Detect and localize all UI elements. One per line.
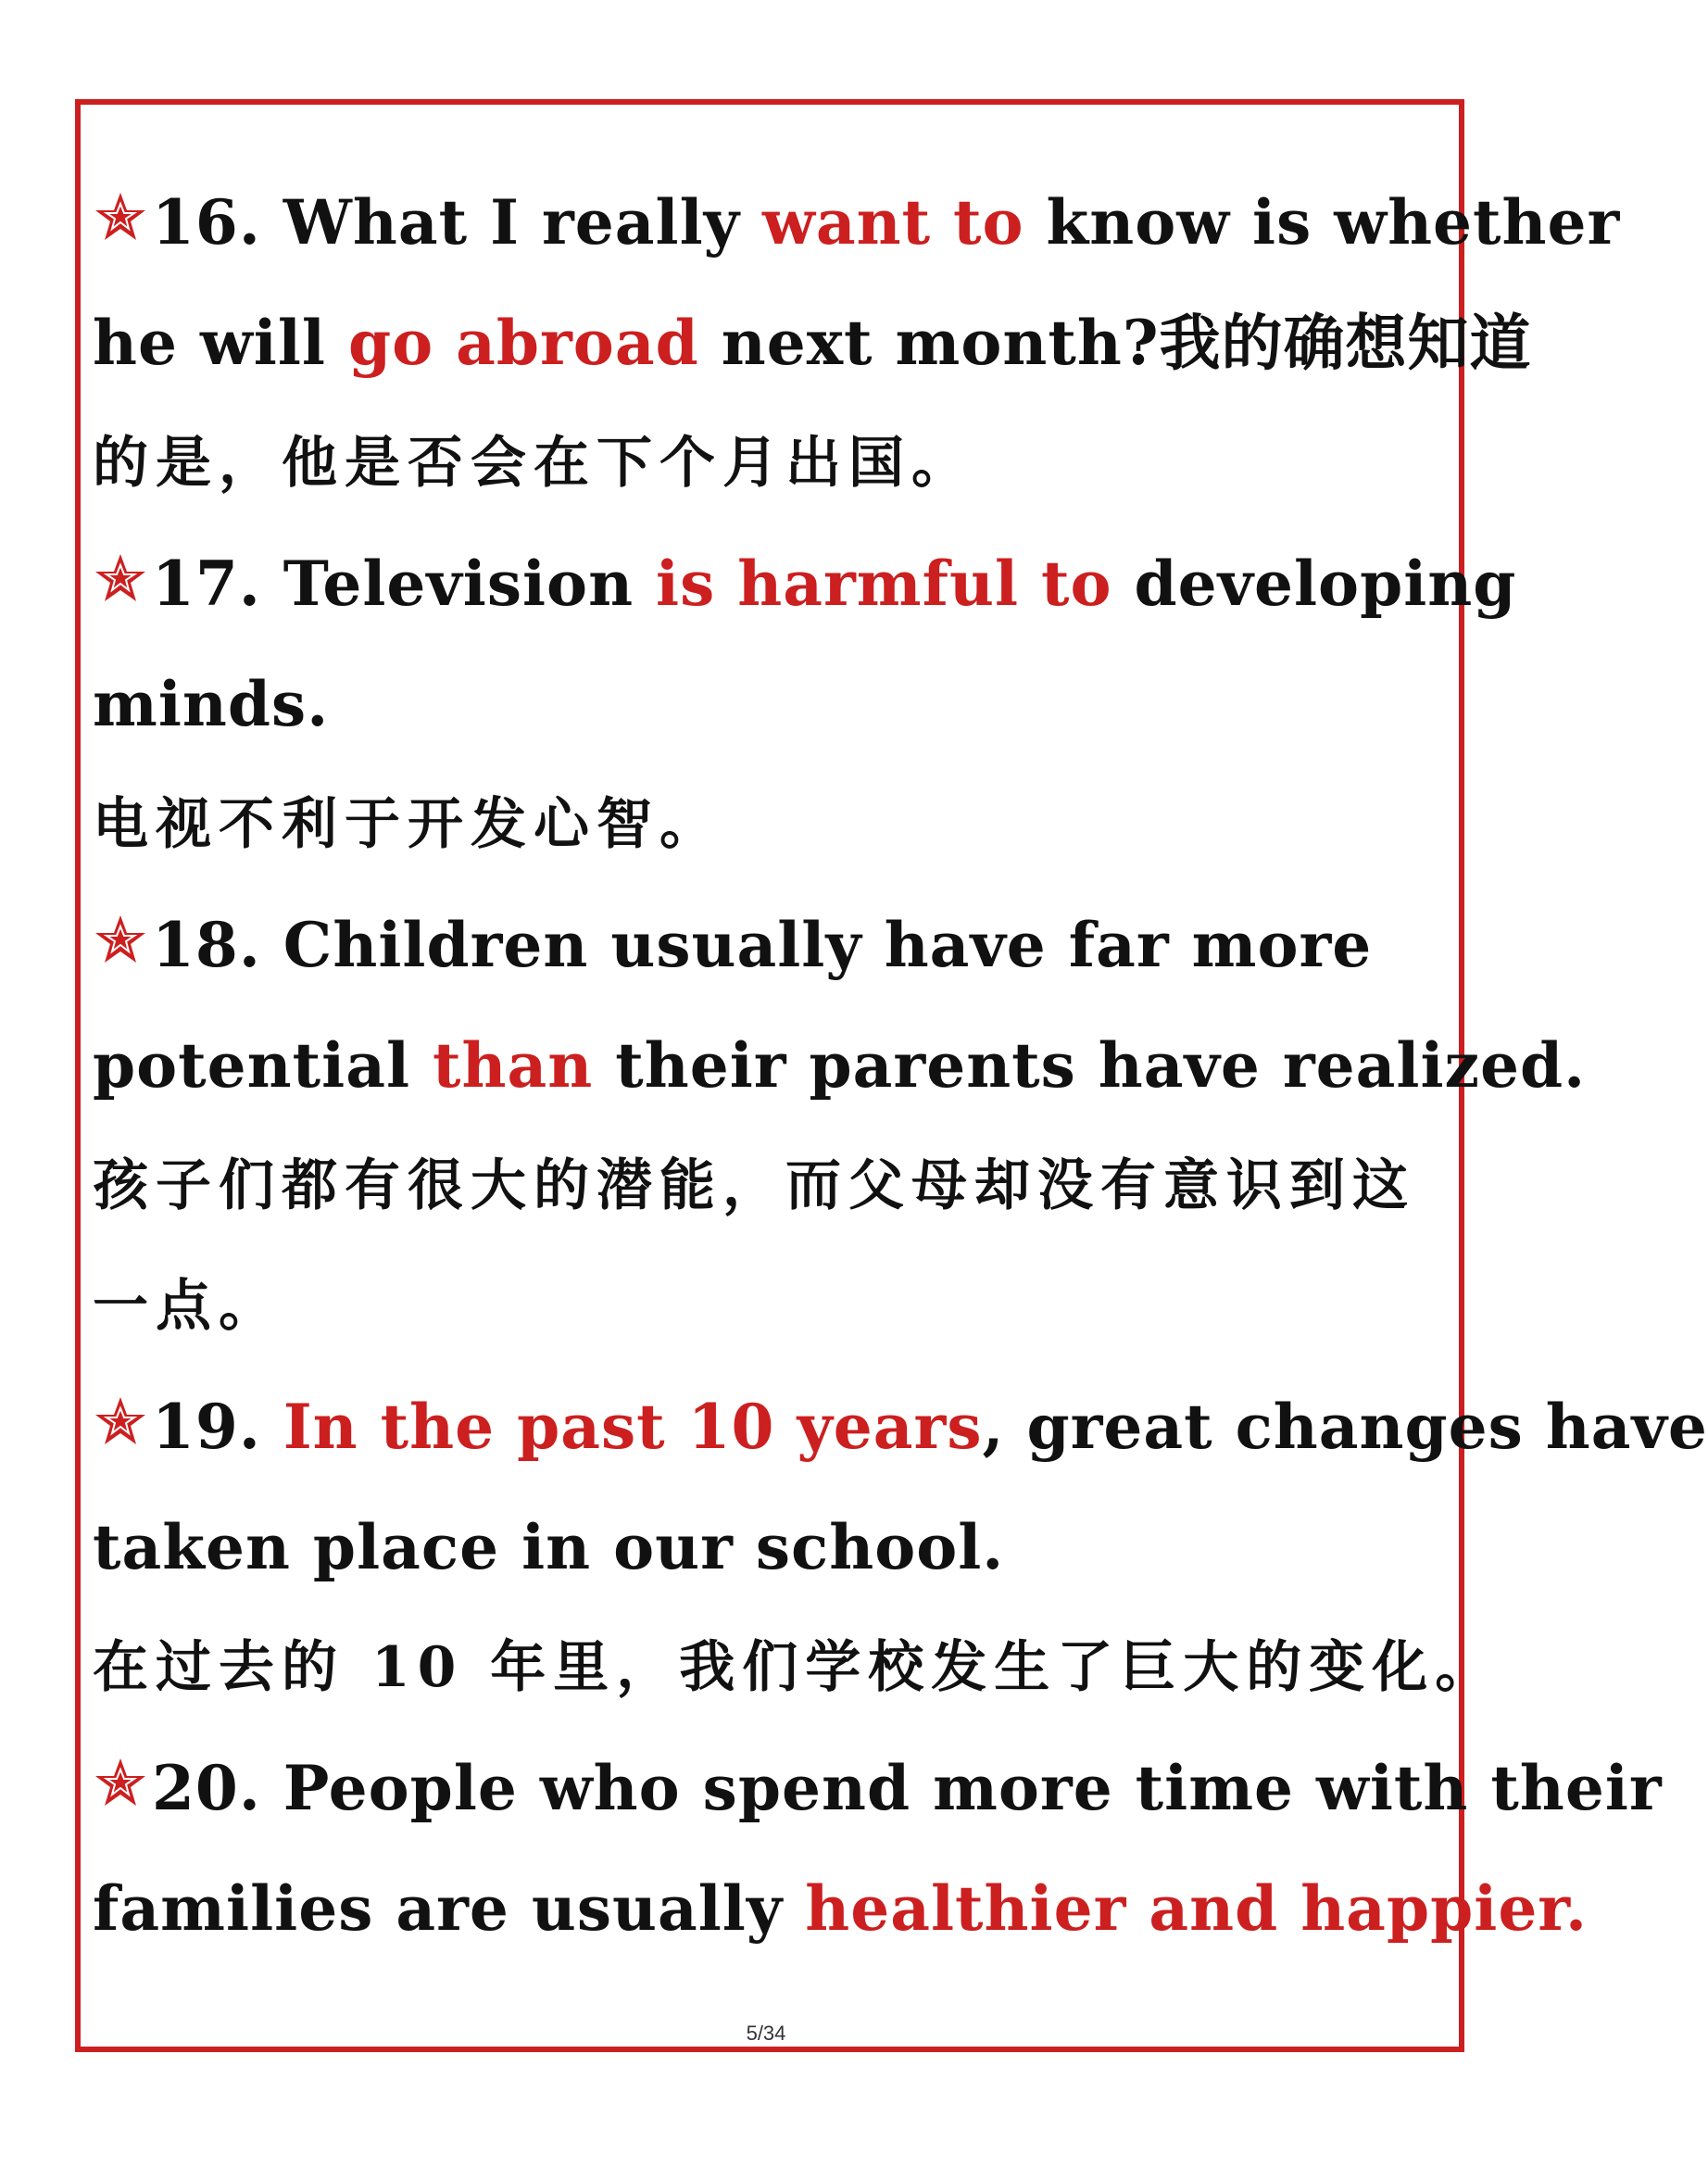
sentence-text: , great changes have <box>982 1391 1708 1463</box>
red-star-icon <box>93 551 148 607</box>
english-line <box>93 1367 1708 1487</box>
sentence-item <box>93 1728 1663 1969</box>
sentence-text: 18. Children usually have far more <box>152 909 1373 981</box>
red-star-icon <box>93 1756 148 1811</box>
sentence-text: developing <box>1111 548 1517 620</box>
english-line <box>93 1728 1663 1848</box>
chinese-translation-line: 在过去的 10 年里，我们学校发生了巨大的变化。 <box>93 1635 1499 1700</box>
red-star-icon <box>93 913 148 968</box>
english-line <box>93 162 1621 283</box>
sentence-item <box>93 1367 1708 1728</box>
sentence-text: their parents have realized. <box>593 1029 1587 1102</box>
english-line <box>93 885 1454 1005</box>
sentence-text: next month?我的确想知道 <box>698 307 1532 379</box>
sentence-text: taken place in our school. <box>93 1511 1005 1583</box>
highlighted-phrase: want to <box>762 186 1024 258</box>
chinese-translation-line: 电视不利于开发心智。 <box>93 792 722 857</box>
page-number: 5/34 <box>746 2022 786 2045</box>
sentence-text: 17. Television <box>152 548 657 620</box>
sentence-item <box>93 523 1517 885</box>
chinese-translation-line: 的是，他是否会在下个月出国。 <box>93 431 974 496</box>
sentence-text: know is whether <box>1024 186 1621 258</box>
sentence-text: 19. <box>152 1391 283 1463</box>
sentence-item <box>93 162 1621 523</box>
english-line <box>93 644 1454 764</box>
sentence-text: 16. What I really <box>152 186 762 258</box>
chinese-translation-line: 一点。 <box>93 1274 282 1339</box>
english-line <box>93 1487 1454 1607</box>
sentence-text: he will <box>93 307 348 379</box>
sentence-item <box>93 885 1587 1367</box>
sentence-text: potential <box>93 1029 433 1102</box>
english-line <box>93 1848 1588 1969</box>
sentence-list <box>93 162 1708 1969</box>
sentence-text: families are usually <box>93 1872 806 1945</box>
red-star-icon <box>93 190 148 246</box>
red-star-icon <box>93 1394 148 1450</box>
english-line <box>93 523 1517 644</box>
highlighted-phrase: is harmful to <box>656 548 1112 620</box>
highlighted-phrase: than <box>433 1029 594 1102</box>
highlighted-phrase: healthier and happier. <box>805 1872 1588 1945</box>
english-line <box>93 283 1532 403</box>
chinese-translation-line: 孩子们都有很大的潜能，而父母却没有意识到这 <box>93 1153 1415 1218</box>
english-line <box>93 1005 1587 1126</box>
sentence-text: 20. People who spend more time with their <box>152 1752 1663 1824</box>
sentence-text: minds. <box>93 668 330 740</box>
highlighted-phrase: go abroad <box>347 307 699 379</box>
highlighted-phrase: In the past 10 years <box>283 1391 983 1463</box>
